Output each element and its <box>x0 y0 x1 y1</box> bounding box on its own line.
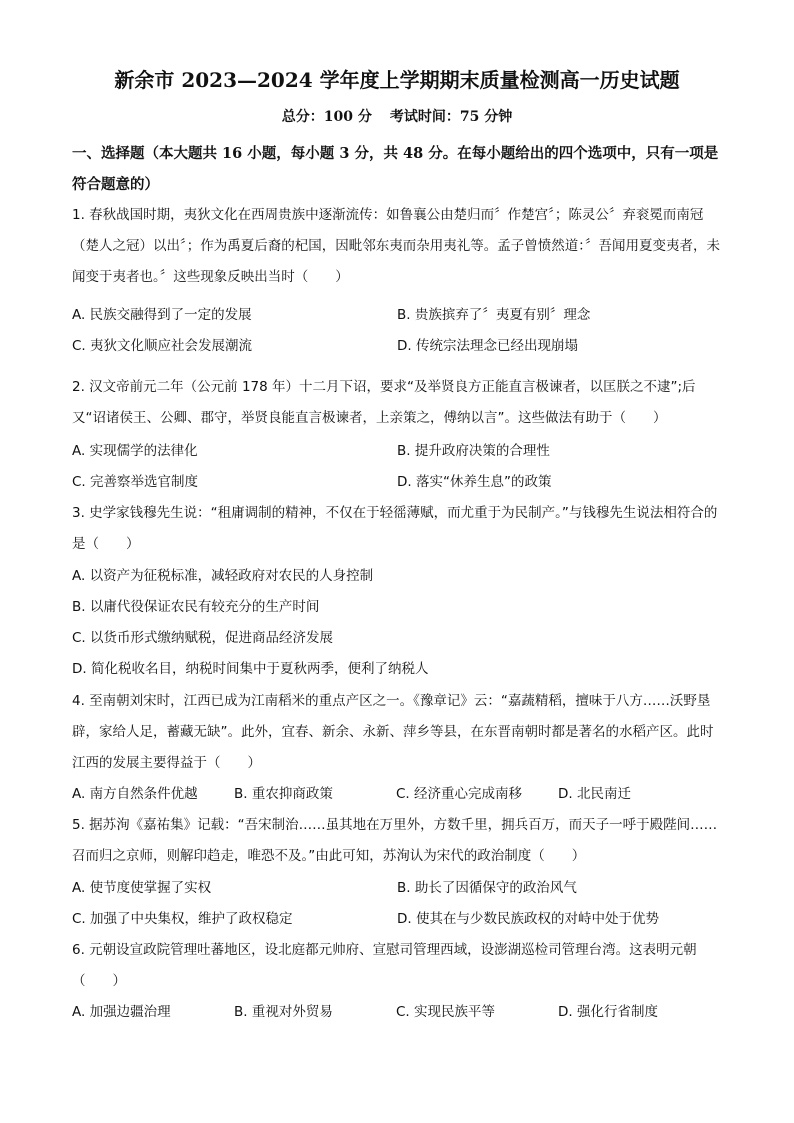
question-2-stem: 2. 汉文帝前元二年（公元前 178 年）十二月下诏，要求“及举贤良方正能直言极谏者，以匡朕之不逮”;后又“诏诸侯王、公卿、郡守，举贤良能直言极谏者，上亲策之，傅纳以言”。这些做法有助于（ ） <box>72 379 696 426</box>
option-c: C. 夷狄文化顺应社会发展潮流 <box>72 338 253 354</box>
question-3-options <box>72 561 724 685</box>
exam-title: 新余市 2023—2024 学年度上学期期末质量检测高一历史试题 <box>114 68 680 92</box>
section-heading: 一、选择题（本大题共 16 小题，每小题 3 分，共 48 分。在每小题给出的四个选项中，只有一项是符合题意的） <box>72 145 719 193</box>
option-d: D. 使其在与少数民族政权的对峙中处于优势 <box>397 911 659 927</box>
option-b: B. 贵族摈弃了〞夷夏有别〞理念 <box>397 307 591 323</box>
option-d: D. 传统宗法理念已经出现崩塌 <box>397 338 578 354</box>
option-a: A. 南方自然条件优越 <box>72 786 198 802</box>
option-d: D. 强化行省制度 <box>558 1004 658 1020</box>
option-a: A. 民族交融得到了一定的发展 <box>72 307 252 323</box>
option-b: B. 重视对外贸易 <box>234 1004 333 1020</box>
question-5-options <box>72 873 724 935</box>
option-b: B. 以庸代役保证农民有较充分的生产时间 <box>72 599 320 615</box>
question-4-stem: 4. 至南朝刘宋时，江西已成为江南稻米的重点产区之一。《豫章记》云：“嘉蔬精稻，擅味于八方……沃野垦辟，家给人足，蓄藏无缺”。此外，宜春、新余、永新、萍乡等县，在东晋南朝时都是著名的水稻产区。此时江西的发展主要得益于（ ） <box>72 693 714 771</box>
question-6-options <box>72 997 724 1028</box>
question-1-options <box>72 300 724 362</box>
option-c: C. 加强了中央集权，维护了政权稳定 <box>72 911 293 927</box>
option-a: A. 以资产为征税标准，减轻政府对农民的人身控制 <box>72 568 374 584</box>
question-1-stem: 1. 春秋战国时期，夷狄文化在西周贵族中逐渐流传：如鲁襄公由楚归而〞作楚宫〞；陈灵公〞弃衮冕而南冠（楚人之冠）以出〞；作为禹夏后裔的杞国，因毗邻东夷而杂用夷礼等。孟子曾愤然道：〞吾闻用夏变夷者，未闻变于夷者也。〞这些现象反映出当时（ ） <box>72 207 720 285</box>
exam-meta <box>0 106 794 128</box>
option-c: C. 实现民族平等 <box>396 1004 496 1020</box>
question-3-stem: 3. 史学家钱穆先生说：“租庸调制的精神，不仅在于轻徭薄赋，而尤重于为民制产。”与钱穆先生说法相符合的是（ ） <box>72 505 718 552</box>
option-a: A. 实现儒学的法律化 <box>72 443 198 459</box>
exam-time: 考试时间：75 分钟 <box>389 109 513 125</box>
option-b: B. 助长了因循保守的政治风气 <box>397 880 577 896</box>
option-b: B. 提升政府决策的合理性 <box>397 443 550 459</box>
option-a: A. 加强边疆治理 <box>72 1004 171 1020</box>
option-a: A. 使节度使掌握了实权 <box>72 880 212 896</box>
option-d: D. 落实“休养生息”的政策 <box>397 474 552 490</box>
option-d: D. 北民南迁 <box>558 786 631 802</box>
option-c: C. 经济重心完成南移 <box>396 786 523 802</box>
option-c: C. 以货币形式缴纳赋税，促进商品经济发展 <box>72 630 334 646</box>
question-6-stem: 6. 元朝设宣政院管理吐蕃地区，设北庭都元帅府、宣慰司管理西域，设澎湖巡检司管理台湾。这表明元朝（ ） <box>72 942 697 989</box>
question-4-options <box>72 779 724 810</box>
question-2-options <box>72 436 724 498</box>
option-b: B. 重农抑商政策 <box>234 786 333 802</box>
option-c: C. 完善察举选官制度 <box>72 474 199 490</box>
question-5-stem: 5. 据苏洵《嘉祐集》记载：“吾宋制治……虽其地在万里外，方数千里，拥兵百万，而天子一呼于殿陛间……召而归之京师，则解印趋走，唯恐不及。”由此可知，苏洵认为宋代的政治制度（ ） <box>72 817 718 864</box>
option-d: D. 简化税收名目，纳税时间集中于夏秋两季，便利了纳税人 <box>72 661 429 677</box>
total-score: 总分：100 分 <box>281 109 372 125</box>
